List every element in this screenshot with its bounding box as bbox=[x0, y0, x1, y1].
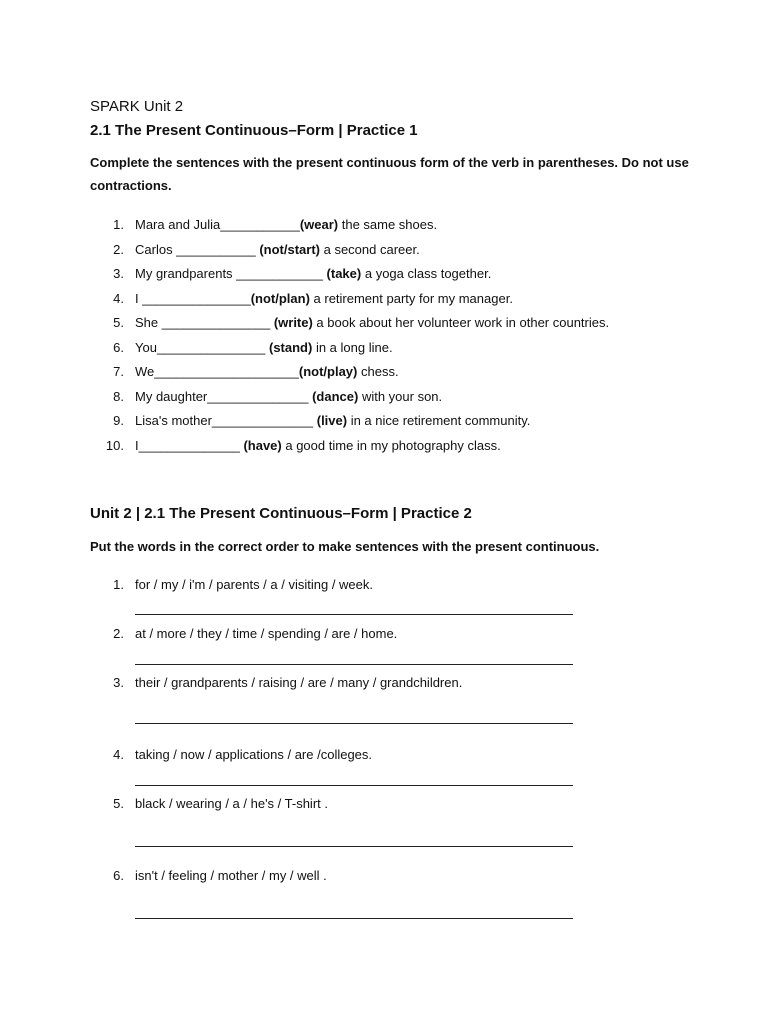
sentence-start: She _______________ bbox=[135, 315, 274, 330]
item-number: 10. bbox=[105, 437, 124, 453]
sentence-start: Carlos ___________ bbox=[135, 241, 260, 257]
scrambled-words: taking / now / applications / are /colleges. bbox=[135, 747, 373, 762]
sentence-end: the same shoes. bbox=[338, 217, 438, 232]
document-title: SPARK Unit 2 bbox=[90, 98, 184, 115]
item-number: 7. bbox=[113, 364, 124, 379]
sentence bbox=[135, 290, 513, 307]
sentence-start: I______________ bbox=[135, 437, 244, 453]
sentence-end: with your son. bbox=[358, 388, 443, 404]
sentence bbox=[135, 216, 437, 233]
sentence-start: I _______________ bbox=[135, 290, 251, 306]
sentence bbox=[135, 241, 420, 258]
item-number: 2. bbox=[113, 626, 124, 641]
item-number: 4. bbox=[113, 747, 124, 762]
scrambled-words: their / grandparents / raising / are / many / grandchildren. bbox=[135, 675, 463, 690]
answer-line[interactable] bbox=[135, 918, 573, 919]
sentence bbox=[135, 363, 399, 380]
sentence-end: a second career. bbox=[320, 241, 420, 257]
sentence bbox=[135, 339, 393, 356]
verb-hint: (write) bbox=[273, 315, 313, 330]
verb-hint: (dance) bbox=[312, 388, 359, 404]
answer-line[interactable] bbox=[135, 785, 573, 786]
verb-hint: (not/start) bbox=[259, 241, 320, 257]
item-number: 3. bbox=[113, 675, 124, 690]
sentence bbox=[135, 314, 609, 331]
item-number: 1. bbox=[113, 577, 124, 592]
item-number: 8. bbox=[113, 388, 124, 404]
sentence bbox=[135, 265, 491, 282]
item-number: 5. bbox=[113, 315, 124, 330]
item-number: 5. bbox=[113, 796, 124, 811]
sentence-end: a yoga class together. bbox=[361, 266, 492, 281]
answer-line[interactable] bbox=[135, 614, 573, 615]
scrambled-words: at / more / they / time / spending / are / home. bbox=[135, 626, 398, 641]
verb-hint: (not/play) bbox=[298, 364, 358, 379]
scrambled-words: for / my / i'm / parents / a / visiting / week. bbox=[135, 577, 373, 592]
verb-hint: (take) bbox=[326, 266, 362, 281]
item-number: 6. bbox=[113, 868, 124, 883]
item-number: 3. bbox=[113, 266, 124, 281]
answer-line[interactable] bbox=[135, 664, 573, 665]
practice1-instruction: Complete the sentences with the present continuous form of the verb in parentheses. Do not use contractions. bbox=[90, 155, 689, 193]
item-number: 4. bbox=[113, 290, 124, 306]
verb-hint: (not/plan) bbox=[250, 290, 310, 306]
sentence-end: a book about her volunteer work in other countries. bbox=[312, 315, 610, 330]
sentence-start: You_______________ bbox=[135, 339, 269, 355]
scrambled-words: isn't / feeling / mother / my / well . bbox=[135, 868, 327, 883]
sentence-start: My daughter______________ bbox=[135, 388, 313, 404]
sentence-start: My grandparents ____________ bbox=[135, 266, 327, 281]
sentence-end: in a nice retirement community. bbox=[347, 413, 531, 428]
verb-hint: (have) bbox=[243, 437, 282, 453]
verb-hint: (stand) bbox=[269, 339, 313, 355]
practice2-instruction: Put the words in the correct order to make sentences with the present continuous. bbox=[90, 539, 600, 554]
practice2-title: Unit 2 | 2.1 The Present Continuous–Form | Practice 2 bbox=[90, 505, 472, 522]
sentence-start: We____________________ bbox=[135, 364, 299, 379]
item-number: 9. bbox=[113, 413, 124, 428]
sentence-end: in a long line. bbox=[312, 339, 393, 355]
verb-hint: (live) bbox=[316, 413, 348, 428]
sentence bbox=[135, 437, 501, 454]
item-number: 2. bbox=[113, 241, 124, 257]
sentence-start: Lisa's mother______________ bbox=[135, 413, 317, 428]
sentence-end: chess. bbox=[357, 364, 399, 379]
sentence bbox=[135, 412, 530, 429]
answer-line[interactable] bbox=[135, 846, 573, 847]
sentence-end: a good time in my photography class. bbox=[281, 437, 501, 453]
sentence-start: Mara and Julia___________ bbox=[135, 217, 300, 232]
item-number: 6. bbox=[113, 339, 124, 355]
verb-hint: (wear) bbox=[299, 217, 339, 232]
practice1-title: 2.1 The Present Continuous–Form | Practice 1 bbox=[90, 122, 418, 139]
sentence-end: a retirement party for my manager. bbox=[309, 290, 513, 306]
scrambled-words: black / wearing / a / he's / T-shirt . bbox=[135, 796, 328, 811]
sentence bbox=[135, 388, 442, 405]
item-number: 1. bbox=[113, 217, 124, 232]
answer-line[interactable] bbox=[135, 723, 573, 724]
